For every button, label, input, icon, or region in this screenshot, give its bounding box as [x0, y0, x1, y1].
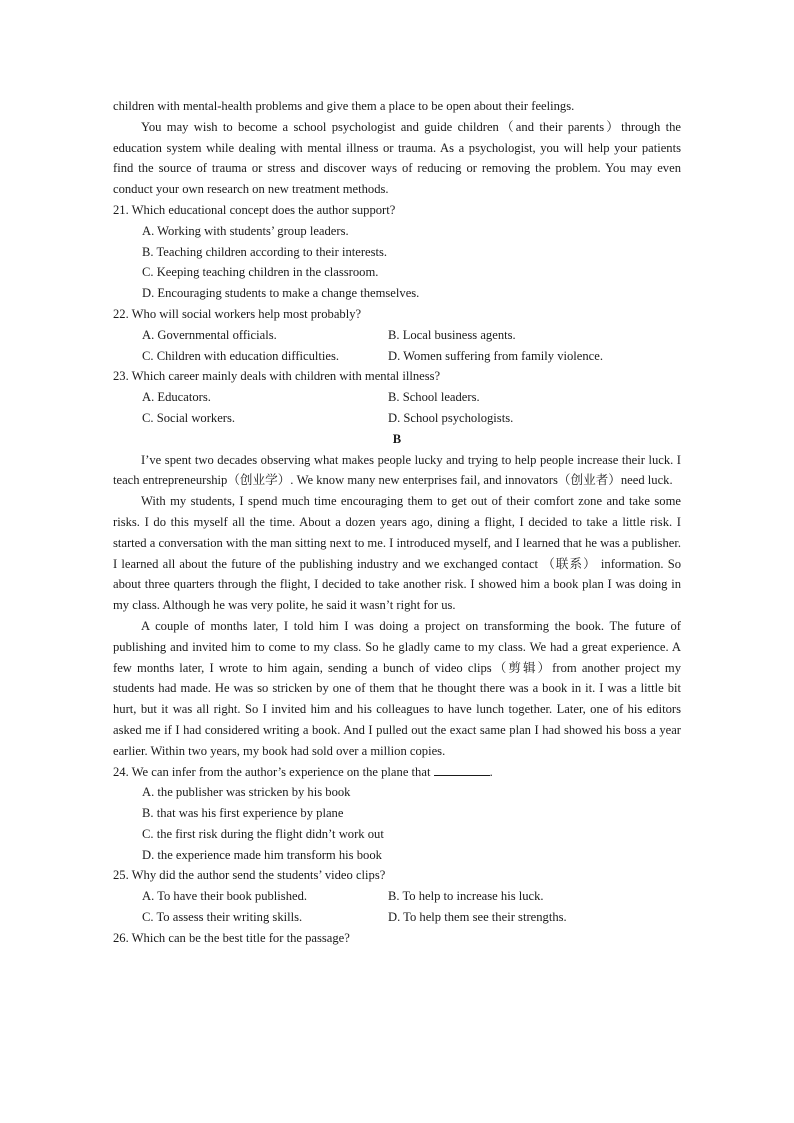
question-24-stem: 24. We can infer from the author’s experience on the plane that [113, 764, 431, 779]
question-24-option-b: B. that was his first experience by plane [142, 806, 344, 821]
question-21-option-d: D. Encouraging students to make a change themselves. [142, 286, 420, 301]
question-25-options-row-1 [113, 886, 681, 907]
section-b-paragraph-3: A couple of months later, I told him I was doing a project on transforming the book. The future of publishing and invited him to come to my class. So he gladly came to my class. We had a great experience. A few months later, I wrote to him again, sending a bunch of video clips（剪辑）from another project my students had made. He was so stricken by one of them that he thought there was a book in it. I was a little bit hurt, but it was all right. So I invited him and his colleagues to have lunch together. Later, one of his editors asked me if I had considered writing a book. And I pulled out the exact same plan I had showed his boss a year earlier. Within two years, my book had sold over a million copies. [113, 618, 681, 758]
question-23-option-b: B. School leaders. [388, 390, 480, 405]
passage-a-paragraph: You may wish to become a school psychologist and guide children（and their parents）through the education system while dealing with mental illness or trauma. As a psychologist, you will help your patients find the source of trauma or stress and discover ways of reducing or removing the problem. You may even conduct your own research on new treatment methods. [113, 119, 681, 197]
question-23-option-d: D. School psychologists. [388, 410, 514, 425]
question-22-option-c: C. Children with education difficulties. [142, 348, 340, 363]
question-23-option-a: A. Educators. [142, 390, 211, 405]
question-24-stem-line [113, 762, 681, 783]
question-25-option-b: B. To help to increase his luck. [388, 889, 544, 904]
section-b-paragraph-1: I’ve spent two decades observing what makes people lucky and trying to help people increase their luck. I teach entrepreneurship（创业学）. We know many new enterprises fail, and innovators（创业者）need luck. [113, 452, 681, 488]
question-25-option-a: A. To have their book published. [142, 889, 308, 904]
question-23-options-row-1 [113, 387, 681, 408]
section-b-paragraph-2: With my students, I spend much time encouraging them to get out of their comfort zone and take some risks. I do this myself all the time. About a dozen years ago, dining a flight, I decided to take a little risk. I started a conversation with the man sitting next to me. I introduced myself, and I learned that he was a publisher. I learned all about the future of the publishing industry and we exchanged contact （联系） information. So about three quarters through the flight, I decided to take another risk. I showed him a book plan I was doing in my class. Although he was very polite, he said it wasn’t right for us. [113, 494, 681, 613]
question-26-stem: 26. Which can be the best title for the passage? [113, 930, 350, 945]
question-23-options-row-2 [113, 408, 681, 429]
exam-page [113, 96, 681, 949]
question-21-stem: 21. Which educational concept does the author support? [113, 202, 396, 217]
question-21-option-c: C. Keeping teaching children in the classroom. [142, 265, 379, 280]
question-23-option-c: C. Social workers. [142, 410, 236, 425]
question-22-option-b: B. Local business agents. [388, 327, 516, 342]
question-24-option-d: D. the experience made him transform his book [142, 847, 382, 862]
question-25-option-c: C. To assess their writing skills. [142, 910, 303, 925]
question-24-stem-end: . [489, 764, 493, 779]
question-25-stem: 25. Why did the author send the students’ video clips? [113, 868, 386, 883]
question-22-stem: 22. Who will social workers help most probably? [113, 306, 362, 321]
question-22-option-a: A. Governmental officials. [142, 327, 277, 342]
passage-a-tail: children with mental-health problems and give them a place to be open about their feelings. [113, 99, 575, 113]
question-24-option-c: C. the first risk during the flight didn’t work out [142, 826, 384, 841]
question-21-option-b: B. Teaching children according to their interests. [142, 244, 388, 259]
question-21-option-a: A. Working with students’ group leaders. [142, 223, 349, 238]
question-22-option-d: D. Women suffering from family violence. [388, 348, 604, 363]
section-b-heading: B [392, 431, 402, 446]
question-25-option-d: D. To help them see their strengths. [388, 910, 567, 925]
question-23-stem: 23. Which career mainly deals with children with mental illness? [113, 369, 441, 384]
answer-blank [434, 763, 490, 776]
question-22-options-row-1 [113, 325, 681, 346]
question-22-options-row-2 [113, 346, 681, 367]
question-25-options-row-2 [113, 907, 681, 928]
question-24-option-a: A. the publisher was stricken by his book [142, 785, 351, 800]
